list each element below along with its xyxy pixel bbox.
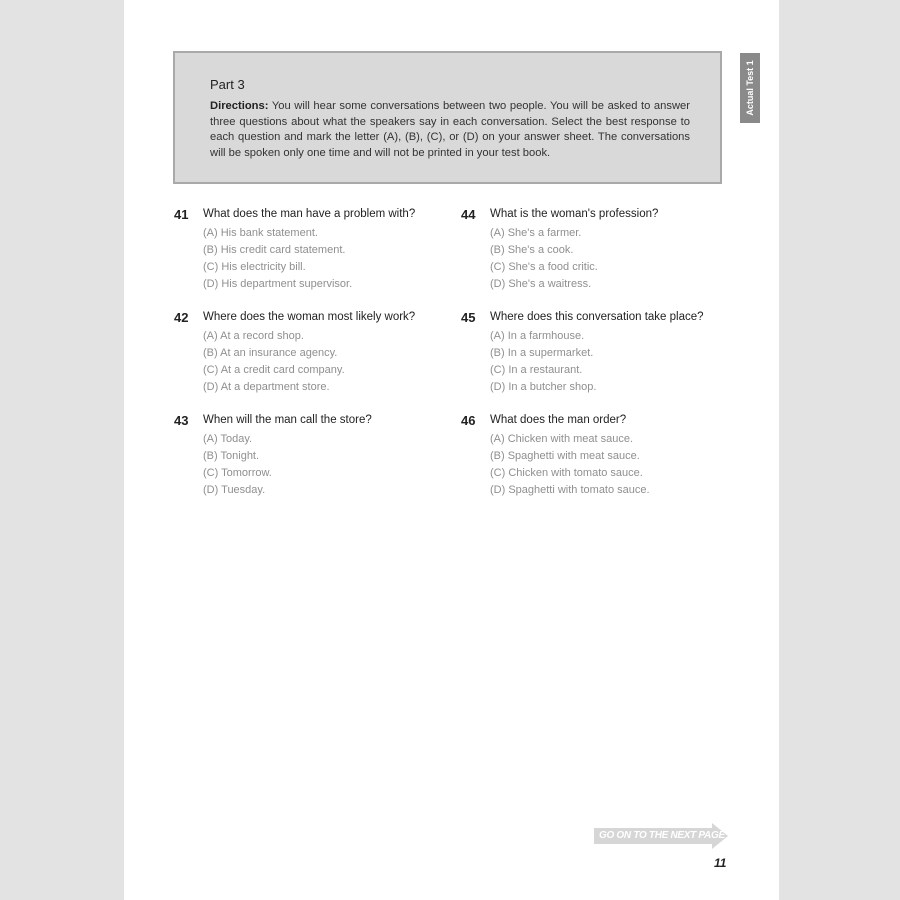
question-number: 42 <box>174 310 189 325</box>
answer-option-c: (C) In a restaurant. <box>490 364 583 376</box>
question-41 <box>174 207 444 293</box>
question-44 <box>461 207 731 293</box>
question-45 <box>461 310 731 396</box>
go-next-label: GO ON TO THE NEXT PAGE <box>599 830 725 841</box>
question-number: 41 <box>174 207 189 222</box>
part-title: Part 3 <box>210 77 245 92</box>
question-43 <box>174 413 444 499</box>
answer-option-d: (D) His department supervisor. <box>203 278 353 290</box>
answer-option-b: (B) Tonight. <box>203 450 260 462</box>
answer-option-c: (C) Tomorrow. <box>203 467 272 479</box>
answer-option-d: (D) In a butcher shop. <box>490 381 597 393</box>
section-side-tab <box>740 53 760 123</box>
document-page <box>124 0 779 900</box>
question-text: Where does this conversation take place? <box>490 311 704 323</box>
question-46 <box>461 413 731 499</box>
question-number: 43 <box>174 413 189 428</box>
directions-text <box>210 99 690 161</box>
side-tab-label: Actual Test 1 <box>745 60 755 116</box>
directions-label: Directions: <box>210 100 269 112</box>
answer-option-c: (C) At a credit card company. <box>203 364 345 376</box>
answer-option-d: (D) Spaghetti with tomato sauce. <box>490 484 650 496</box>
go-next-page-arrow <box>594 823 728 849</box>
answer-option-c: (C) She's a food critic. <box>490 261 598 273</box>
answer-option-a: (A) Today. <box>203 433 253 445</box>
answer-option-a: (A) In a farmhouse. <box>490 330 585 342</box>
question-number: 45 <box>461 310 476 325</box>
answer-option-b: (B) She's a cook. <box>490 244 574 256</box>
question-number: 44 <box>461 207 476 222</box>
answer-option-d: (D) At a department store. <box>203 381 330 393</box>
directions-box <box>173 51 722 184</box>
question-text: What does the man order? <box>490 414 627 426</box>
question-text: What is the woman's profession? <box>490 208 659 220</box>
question-text: What does the man have a problem with? <box>203 208 416 220</box>
directions-body: You will hear some conversations between two people. You will be asked to answer three questions about what the speakers say in each conversation. Select the best response to each question and mark the letter (A), (B), (C), or (D) on your answer sheet. The conversations will be spoken only one time and will not be printed in your test book. <box>210 100 690 159</box>
question-number: 46 <box>461 413 476 428</box>
answer-option-b: (B) His credit card statement. <box>203 244 346 256</box>
answer-option-d: (D) She's a waitress. <box>490 278 592 290</box>
answer-option-a: (A) His bank statement. <box>203 227 318 239</box>
answer-option-a: (A) She's a farmer. <box>490 227 582 239</box>
answer-option-a: (A) At a record shop. <box>203 330 304 342</box>
question-text: When will the man call the store? <box>203 414 372 426</box>
answer-option-b: (B) In a supermarket. <box>490 347 594 359</box>
answer-option-a: (A) Chicken with meat sauce. <box>490 433 634 445</box>
answer-option-c: (C) His electricity bill. <box>203 261 306 273</box>
answer-option-c: (C) Chicken with tomato sauce. <box>490 467 643 479</box>
answer-option-d: (D) Tuesday. <box>203 484 266 496</box>
question-text: Where does the woman most likely work? <box>203 311 416 323</box>
question-42 <box>174 310 444 396</box>
answer-option-b: (B) At an insurance agency. <box>203 347 338 359</box>
answer-option-b: (B) Spaghetti with meat sauce. <box>490 450 640 462</box>
page-number: 11 <box>714 856 727 870</box>
